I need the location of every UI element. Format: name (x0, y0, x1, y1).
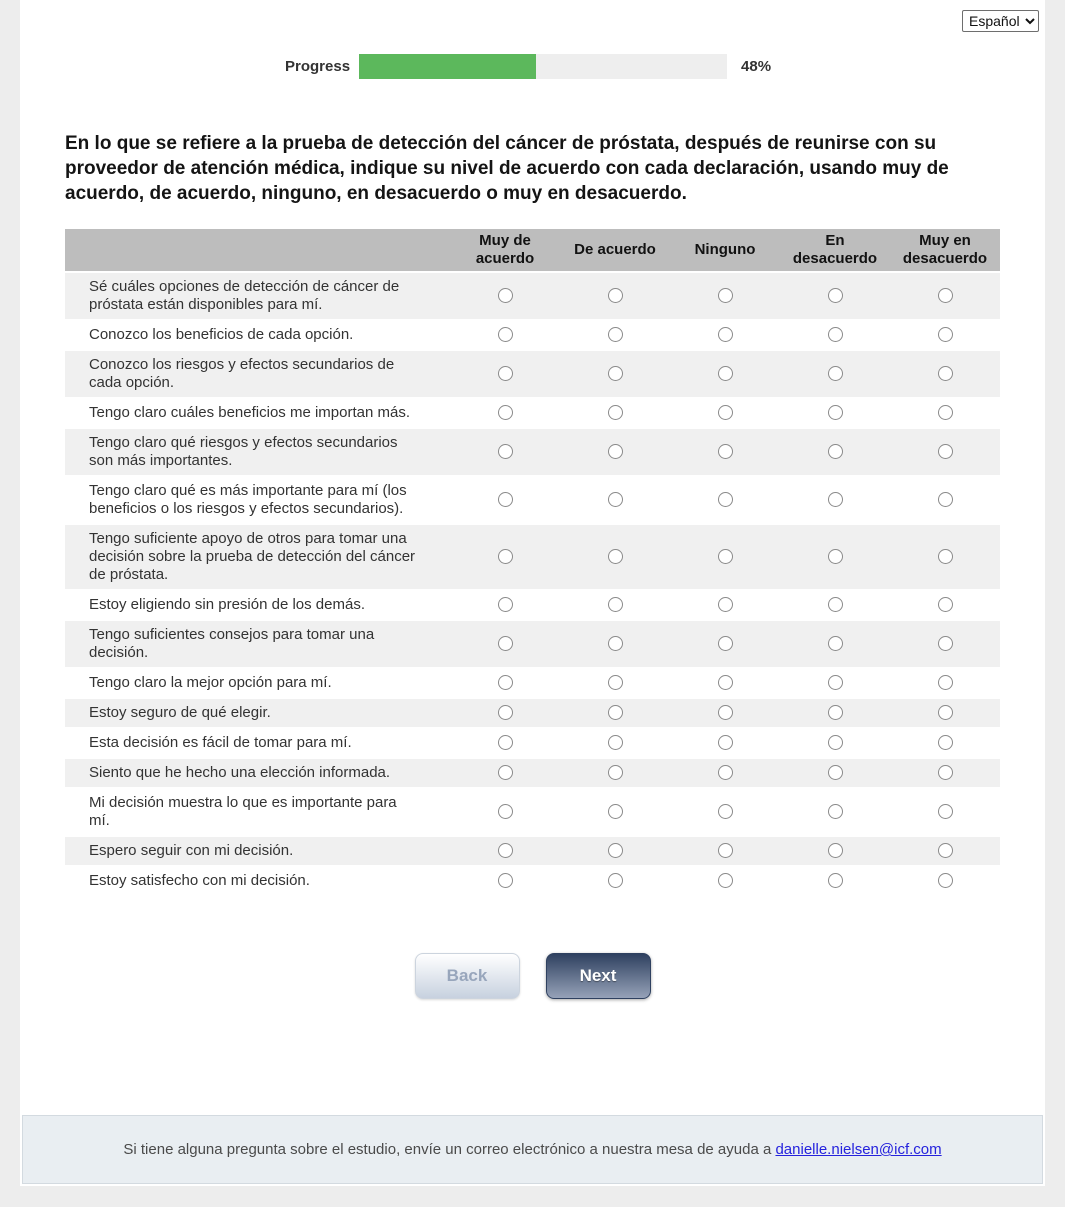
back-button[interactable]: Back (415, 953, 520, 999)
radio-row6-col1[interactable] (498, 492, 513, 507)
radio-cell (890, 350, 1000, 398)
statement-cell: Siento que he hecho una elección informada. (65, 758, 450, 788)
progress-label: Progress (285, 58, 351, 75)
radio-cell (780, 590, 890, 620)
radio-row3-col2[interactable] (608, 366, 623, 381)
radio-cell (890, 320, 1000, 350)
radio-row12-col3[interactable] (718, 735, 733, 750)
radio-row4-col3[interactable] (718, 405, 733, 420)
radio-cell (890, 698, 1000, 728)
radio-row7-col3[interactable] (718, 549, 733, 564)
radio-row10-col5[interactable] (938, 675, 953, 690)
radio-row13-col4[interactable] (828, 765, 843, 780)
statement-cell: Tengo suficientes consejos para tomar una decisión. (65, 620, 450, 668)
radio-row15-col3[interactable] (718, 843, 733, 858)
radio-row4-col4[interactable] (828, 405, 843, 420)
table-row (65, 272, 1000, 320)
radio-cell (450, 350, 560, 398)
radio-cell (670, 620, 780, 668)
radio-row16-col2[interactable] (608, 873, 623, 888)
table-row (65, 668, 1000, 698)
radio-row10-col2[interactable] (608, 675, 623, 690)
radio-cell (890, 524, 1000, 590)
radio-cell (780, 788, 890, 836)
radio-cell (450, 428, 560, 476)
radio-cell (450, 836, 560, 866)
radio-cell (450, 788, 560, 836)
radio-cell (450, 320, 560, 350)
matrix-body (65, 272, 1000, 896)
radio-row9-col2[interactable] (608, 636, 623, 651)
radio-row8-col3[interactable] (718, 597, 733, 612)
radio-cell (560, 758, 670, 788)
radio-row11-col3[interactable] (718, 705, 733, 720)
table-row (65, 620, 1000, 668)
table-row (65, 320, 1000, 350)
statement-cell: Esta decisión es fácil de tomar para mí. (65, 728, 450, 758)
radio-row2-col1[interactable] (498, 327, 513, 342)
radio-row15-col2[interactable] (608, 843, 623, 858)
radio-cell (560, 398, 670, 428)
radio-cell (450, 620, 560, 668)
radio-row2-col5[interactable] (938, 327, 953, 342)
statement-cell: Conozco los beneficios de cada opción. (65, 320, 450, 350)
radio-row9-col5[interactable] (938, 636, 953, 651)
statement-cell: Estoy satisfecho con mi decisión. (65, 866, 450, 896)
help-email-link[interactable]: danielle.nielsen@icf.com (775, 1141, 942, 1158)
radio-cell (450, 698, 560, 728)
radio-row6-col4[interactable] (828, 492, 843, 507)
radio-cell (780, 866, 890, 896)
progress-percent: 48% (741, 58, 772, 75)
radio-cell (780, 272, 890, 320)
table-row (65, 476, 1000, 524)
statement-cell: Tengo suficiente apoyo de otros para tomar una decisión sobre la prueba de detección del cáncer de próstata. (65, 524, 450, 590)
likert-matrix-table (65, 229, 1000, 897)
radio-row2-col4[interactable] (828, 327, 843, 342)
radio-row9-col3[interactable] (718, 636, 733, 651)
radio-row7-col4[interactable] (828, 549, 843, 564)
radio-row9-col4[interactable] (828, 636, 843, 651)
question-title: En lo que se refiere a la prueba de detección del cáncer de próstata, después de reunirse con su proveedor de atención médica, indique su nivel de acuerdo con cada declaración, usando muy de acuerdo, de acuerdo, ninguno, en desacuerdo o muy en desacuerdo. (65, 133, 949, 204)
radio-row13-col2[interactable] (608, 765, 623, 780)
radio-cell (670, 866, 780, 896)
radio-row14-col2[interactable] (608, 804, 623, 819)
radio-cell (890, 272, 1000, 320)
footer-text (123, 1141, 941, 1158)
radio-cell (670, 428, 780, 476)
radio-row5-col5[interactable] (938, 444, 953, 459)
radio-row6-col3[interactable] (718, 492, 733, 507)
statement-cell: Estoy eligiendo sin presión de los demás. (65, 590, 450, 620)
radio-cell (560, 620, 670, 668)
radio-cell (560, 728, 670, 758)
statement-cell: Mi decisión muestra lo que es importante para mí. (65, 788, 450, 836)
radio-cell (780, 728, 890, 758)
statement-cell: Tengo claro qué es más importante para mí (los beneficios o los riesgos y efectos secundarios). (65, 476, 450, 524)
radio-cell (670, 788, 780, 836)
radio-cell (670, 728, 780, 758)
radio-row16-col1[interactable] (498, 873, 513, 888)
progress-bar-fill (359, 54, 536, 79)
radio-cell (780, 758, 890, 788)
radio-cell (780, 320, 890, 350)
option-column-header: De acuerdo (560, 229, 670, 272)
radio-cell (670, 590, 780, 620)
radio-row5-col2[interactable] (608, 444, 623, 459)
radio-row11-col5[interactable] (938, 705, 953, 720)
table-row (65, 836, 1000, 866)
radio-cell (560, 590, 670, 620)
radio-cell (560, 836, 670, 866)
progress-section (285, 54, 1045, 79)
table-row (65, 866, 1000, 896)
radio-row16-col3[interactable] (718, 873, 733, 888)
radio-row16-col5[interactable] (938, 873, 953, 888)
radio-cell (450, 758, 560, 788)
table-row (65, 428, 1000, 476)
radio-cell (780, 836, 890, 866)
language-select[interactable] (962, 10, 1039, 32)
radio-row16-col4[interactable] (828, 873, 843, 888)
radio-row6-col5[interactable] (938, 492, 953, 507)
radio-row4-col2[interactable] (608, 405, 623, 420)
radio-row12-col4[interactable] (828, 735, 843, 750)
radio-cell (560, 350, 670, 398)
table-row (65, 524, 1000, 590)
radio-cell (670, 524, 780, 590)
radio-row3-col1[interactable] (498, 366, 513, 381)
radio-cell (670, 758, 780, 788)
statement-cell: Espero seguir con mi decisión. (65, 836, 450, 866)
radio-cell (890, 476, 1000, 524)
radio-row14-col4[interactable] (828, 804, 843, 819)
radio-cell (560, 668, 670, 698)
radio-row15-col5[interactable] (938, 843, 953, 858)
radio-row14-col3[interactable] (718, 804, 733, 819)
radio-cell (670, 836, 780, 866)
table-row (65, 788, 1000, 836)
radio-cell (890, 620, 1000, 668)
matrix-header-row (65, 229, 1000, 272)
radio-cell (890, 728, 1000, 758)
statement-cell: Tengo claro cuáles beneficios me importan más. (65, 398, 450, 428)
radio-row12-col2[interactable] (608, 735, 623, 750)
radio-row8-col2[interactable] (608, 597, 623, 612)
radio-row8-col5[interactable] (938, 597, 953, 612)
statement-cell: Sé cuáles opciones de detección de cáncer de próstata están disponibles para mí. (65, 272, 450, 320)
table-row (65, 398, 1000, 428)
radio-row1-col2[interactable] (608, 288, 623, 303)
radio-cell (780, 524, 890, 590)
radio-cell (450, 272, 560, 320)
radio-row3-col5[interactable] (938, 366, 953, 381)
radio-cell (670, 350, 780, 398)
survey-page (20, 0, 1045, 1186)
option-column-header: Ninguno (670, 229, 780, 272)
radio-row5-col3[interactable] (718, 444, 733, 459)
radio-row14-col1[interactable] (498, 804, 513, 819)
radio-row11-col1[interactable] (498, 705, 513, 720)
radio-row7-col1[interactable] (498, 549, 513, 564)
radio-cell (890, 866, 1000, 896)
statement-cell: Estoy seguro de qué elegir. (65, 698, 450, 728)
radio-cell (780, 620, 890, 668)
radio-row10-col1[interactable] (498, 675, 513, 690)
radio-cell (780, 698, 890, 728)
table-row (65, 350, 1000, 398)
radio-row4-col1[interactable] (498, 405, 513, 420)
radio-row14-col5[interactable] (938, 804, 953, 819)
radio-cell (780, 398, 890, 428)
radio-row10-col4[interactable] (828, 675, 843, 690)
radio-row15-col1[interactable] (498, 843, 513, 858)
radio-cell (670, 398, 780, 428)
table-row (65, 758, 1000, 788)
radio-cell (450, 866, 560, 896)
radio-cell (670, 272, 780, 320)
radio-cell (890, 788, 1000, 836)
footer-help-bar (22, 1115, 1043, 1184)
radio-cell (450, 398, 560, 428)
radio-cell (890, 668, 1000, 698)
radio-row3-col4[interactable] (828, 366, 843, 381)
progress-bar-track (359, 54, 727, 79)
radio-cell (670, 698, 780, 728)
radio-cell (780, 476, 890, 524)
radio-row7-col2[interactable] (608, 549, 623, 564)
radio-row6-col2[interactable] (608, 492, 623, 507)
radio-row1-col3[interactable] (718, 288, 733, 303)
radio-cell (450, 590, 560, 620)
radio-row2-col3[interactable] (718, 327, 733, 342)
statement-cell: Tengo claro la mejor opción para mí. (65, 668, 450, 698)
next-button[interactable]: Next (546, 953, 651, 999)
radio-cell (890, 590, 1000, 620)
radio-row1-col1[interactable] (498, 288, 513, 303)
radio-cell (560, 320, 670, 350)
radio-row12-col5[interactable] (938, 735, 953, 750)
option-column-header: Muy de acuerdo (450, 229, 560, 272)
radio-row1-col5[interactable] (938, 288, 953, 303)
statement-cell: Conozco los riesgos y efectos secundarios de cada opción. (65, 350, 450, 398)
table-row (65, 728, 1000, 758)
radio-cell (450, 668, 560, 698)
statement-header-cell (65, 229, 450, 272)
radio-cell (670, 320, 780, 350)
radio-cell (780, 350, 890, 398)
radio-cell (560, 524, 670, 590)
radio-cell (560, 866, 670, 896)
radio-cell (890, 428, 1000, 476)
radio-cell (450, 476, 560, 524)
radio-cell (450, 728, 560, 758)
radio-cell (560, 428, 670, 476)
radio-cell (890, 836, 1000, 866)
radio-row11-col2[interactable] (608, 705, 623, 720)
radio-row15-col4[interactable] (828, 843, 843, 858)
radio-row5-col4[interactable] (828, 444, 843, 459)
radio-cell (780, 428, 890, 476)
radio-cell (560, 788, 670, 836)
radio-row11-col4[interactable] (828, 705, 843, 720)
table-row (65, 590, 1000, 620)
option-column-header: Muy en desacuerdo (890, 229, 1000, 272)
radio-row12-col1[interactable] (498, 735, 513, 750)
radio-cell (890, 398, 1000, 428)
radio-cell (780, 668, 890, 698)
radio-row13-col5[interactable] (938, 765, 953, 780)
radio-cell (560, 698, 670, 728)
radio-cell (450, 524, 560, 590)
radio-row3-col3[interactable] (718, 366, 733, 381)
radio-row1-col4[interactable] (828, 288, 843, 303)
radio-row8-col1[interactable] (498, 597, 513, 612)
radio-row7-col5[interactable] (938, 549, 953, 564)
language-bar (20, 10, 1045, 32)
radio-row2-col2[interactable] (608, 327, 623, 342)
radio-row13-col1[interactable] (498, 765, 513, 780)
radio-cell (670, 476, 780, 524)
radio-row5-col1[interactable] (498, 444, 513, 459)
footer-help-text: Si tiene alguna pregunta sobre el estudio, envíe un correo electrónico a nuestra mesa de ayuda a (123, 1141, 776, 1158)
option-column-header: En desacuerdo (780, 229, 890, 272)
radio-row9-col1[interactable] (498, 636, 513, 651)
radio-row13-col3[interactable] (718, 765, 733, 780)
radio-cell (670, 668, 780, 698)
statement-cell: Tengo claro qué riesgos y efectos secundarios son más importantes. (65, 428, 450, 476)
navigation-buttons (20, 953, 1045, 999)
radio-row8-col4[interactable] (828, 597, 843, 612)
radio-cell (560, 476, 670, 524)
radio-row4-col5[interactable] (938, 405, 953, 420)
radio-cell (890, 758, 1000, 788)
table-row (65, 698, 1000, 728)
radio-row10-col3[interactable] (718, 675, 733, 690)
radio-cell (560, 272, 670, 320)
